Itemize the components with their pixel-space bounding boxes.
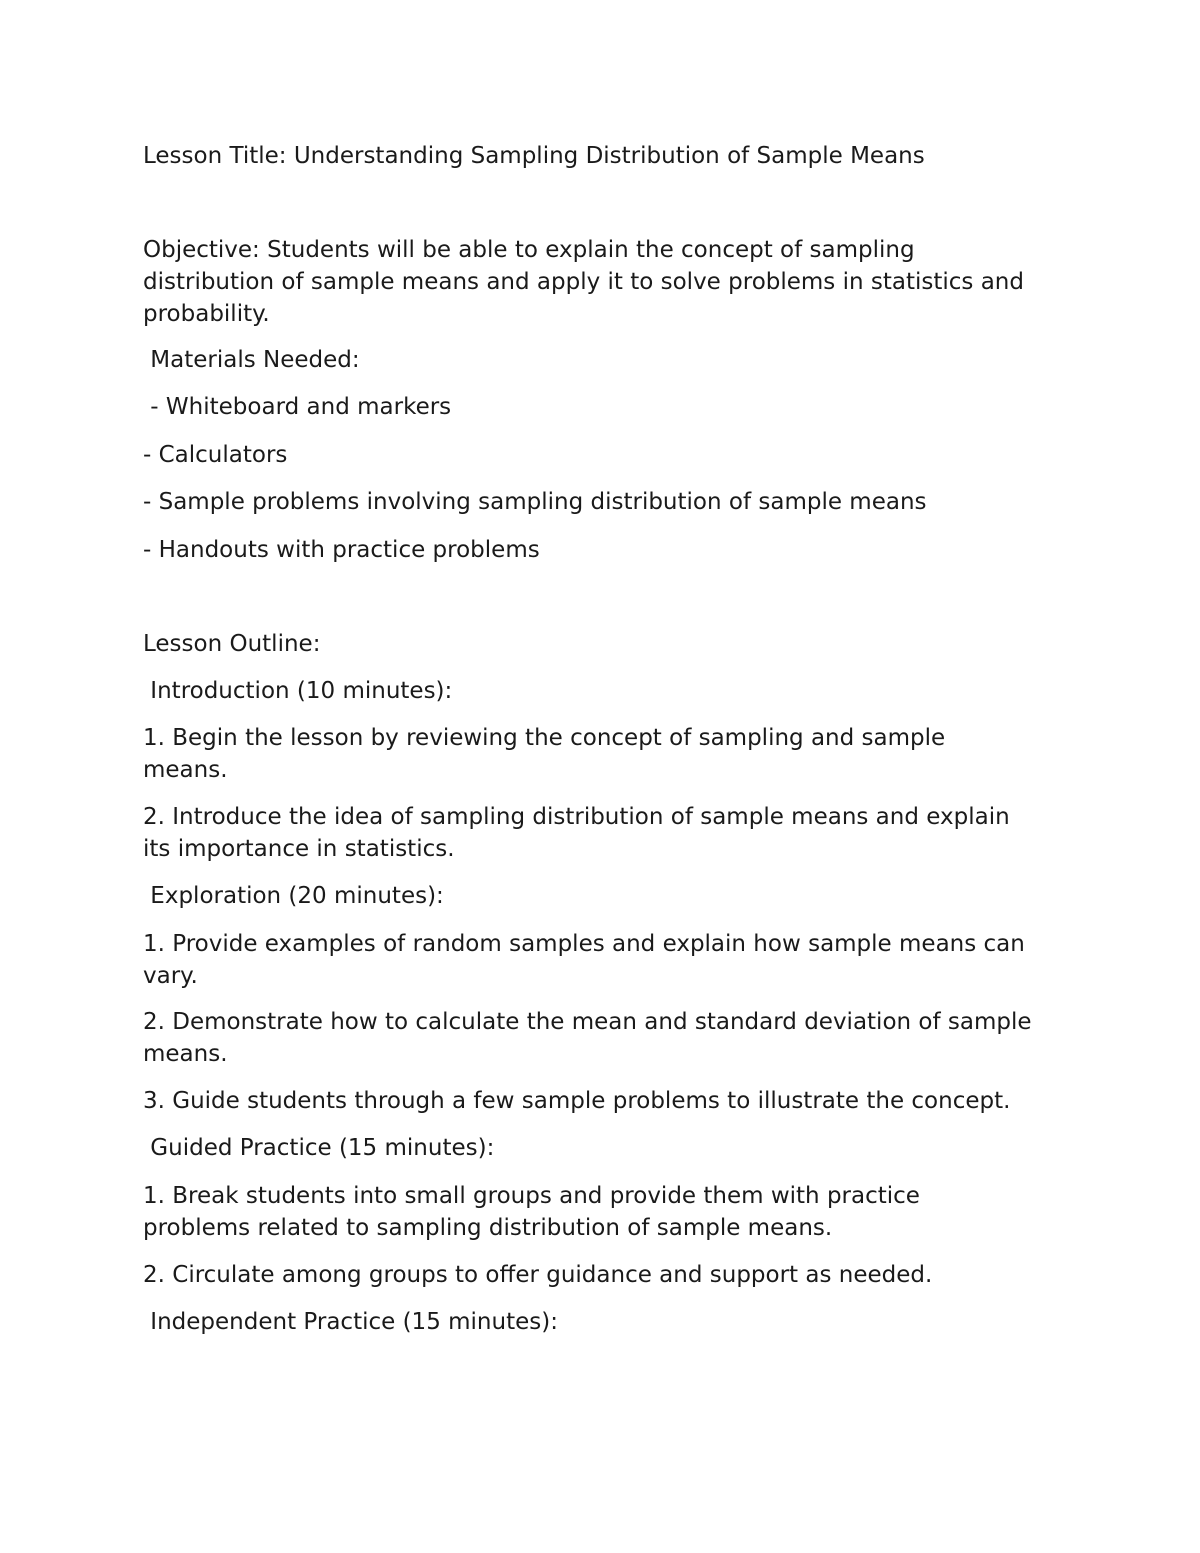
exploration-heading: Exploration (20 minutes): (143, 883, 444, 909)
lesson-title: Lesson Title: Understanding Sampling Distribution of Sample Means (143, 143, 925, 169)
materials-item: - Sample problems involving sampling distribution of sample means (143, 489, 927, 515)
objective-paragraph: Objective: Students will be able to explain the concept of sampling distribution of sample means and apply it to solve problems in statistics and probability. (143, 237, 1024, 327)
exploration-step: 1. Provide examples of random samples and explain how sample means can vary. (143, 931, 1025, 989)
exploration-step: 2. Demonstrate how to calculate the mean and standard deviation of sample means. (143, 1009, 1032, 1067)
introduction-heading: Introduction (10 minutes): (143, 678, 453, 704)
guided-practice-heading: Guided Practice (15 minutes): (143, 1135, 495, 1161)
exploration-step: 3. Guide students through a few sample problems to illustrate the concept. (143, 1088, 1011, 1114)
guided-practice-step: 2. Circulate among groups to offer guidance and support as needed. (143, 1262, 933, 1288)
materials-item: - Whiteboard and markers (143, 394, 452, 420)
introduction-step: 2. Introduce the idea of sampling distribution of sample means and explain its importance in statistics. (143, 804, 1010, 862)
materials-heading: Materials Needed: (143, 347, 360, 373)
materials-item: - Handouts with practice problems (143, 537, 540, 563)
guided-practice-step: 1. Break students into small groups and provide them with practice problems related to sampling distribution of sample means. (143, 1183, 920, 1241)
materials-item: - Calculators (143, 442, 288, 468)
independent-practice-heading: Independent Practice (15 minutes): (143, 1309, 558, 1335)
outline-heading: Lesson Outline: (143, 631, 321, 657)
introduction-step: 1. Begin the lesson by reviewing the concept of sampling and sample means. (143, 725, 946, 783)
